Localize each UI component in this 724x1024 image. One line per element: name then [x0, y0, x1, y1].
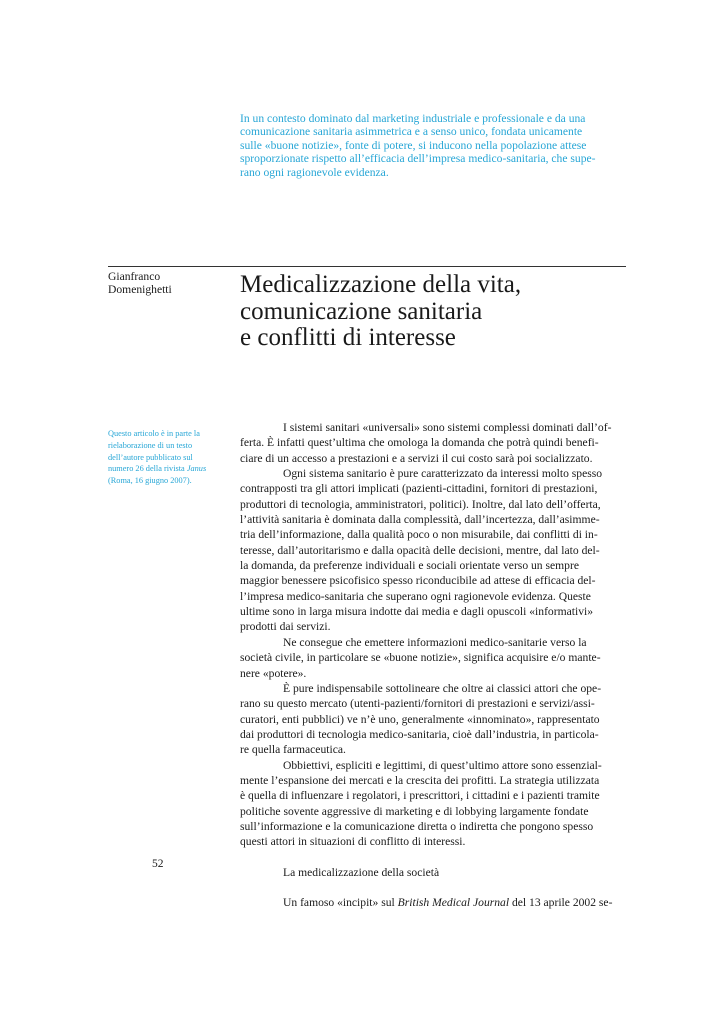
- author-last-name: Domenighetti: [108, 283, 172, 297]
- section-heading: La medicalizzazione della società: [283, 865, 440, 879]
- journal-title: British Medical Journal: [397, 895, 510, 909]
- abstract-line: In un contesto dominato dal marketing industriale e professionale e da una: [240, 112, 586, 125]
- body-line: curatori, enti pubblici) ve n’è uno, generalmente «innominato», rappresentato: [240, 712, 600, 726]
- body-line: ultime sono in larga misura indotte dai media e dagli opuscoli «informativi»: [240, 605, 594, 619]
- body-line: nere «potere».: [240, 666, 307, 680]
- abstract-line: comunicazione sanitaria asimmetrica e a senso unico, fondata unicamente: [240, 125, 583, 139]
- body-line: tria dell’informazione, dalla qualità poco o non misurabile, dai conflitti di in-: [240, 528, 598, 542]
- body-paragraph: [240, 635, 630, 681]
- note-line: (Roma, 16 giugno 2007).: [108, 476, 192, 486]
- author: [108, 270, 218, 297]
- note-line: Questo articolo è in parte la: [108, 429, 200, 438]
- body-paragraph: [240, 681, 630, 758]
- body-paragraph: [240, 420, 630, 466]
- body-line: l’attività sanitaria è dominata dalla complessità, dall’incertezza, dall’asimme-: [240, 513, 600, 527]
- body-line: la domanda, da preferenze individuali e sociali orientate verso un sempre: [240, 559, 579, 573]
- body-line: politiche sovente aggressive di marketing e di lobbying largamente fondate: [240, 804, 589, 818]
- body-line: Ogni sistema sanitario è pure caratterizzato da interessi molto spesso: [283, 467, 603, 481]
- body-line: ferta. È infatti quest’ultima che omologa la domanda che potrà quindi benefi-: [240, 436, 599, 450]
- body-line: teresse, dall’autoritarismo e dalla opacità delle decisioni, mentre, dal lato del-: [240, 543, 600, 557]
- abstract-line: sproporzionate rispetto all’efficacia dell’impresa medico-sanitaria, che supe-: [240, 152, 596, 166]
- title-line: Medicalizzazione della vita,: [240, 271, 522, 298]
- body-line: dai produttori di tecnologia medico-sanitaria, cioè dall’industria, in particola-: [240, 727, 599, 741]
- note-journal: Janus: [186, 464, 207, 474]
- body-line: prodotti dai servizi.: [240, 620, 331, 634]
- body-line: l’impresa medico-sanitaria che superano ogni ragionevole evidenza. Queste: [240, 589, 591, 603]
- side-note: [108, 428, 223, 487]
- title-line: e conflitti di interesse: [240, 324, 456, 351]
- body-line: È pure indispensabile sottolineare che oltre ai classici attori che ope-: [283, 681, 602, 695]
- author-first-name: Gianfranco: [108, 270, 161, 283]
- body-paragraph: [240, 466, 630, 635]
- title-line: comunicazione sanitaria: [240, 297, 483, 325]
- abstract: [240, 112, 632, 179]
- body-line: rano su questo mercato (utenti-pazienti/fornitori di prestazioni e servizi/assi-: [240, 697, 595, 711]
- body-line: è quella di influenzare i regolatori, i prescrittori, i cittadini e i pazienti tramite: [240, 789, 600, 803]
- abstract-line: rano ogni ragionevole evidenza.: [240, 165, 389, 179]
- note-line: numero 26 della rivista Janus: [108, 464, 207, 474]
- body-line: Ne consegue che emettere informazioni medico-sanitarie verso la: [283, 635, 587, 649]
- body-line: ciare di un accesso a prestazioni e a servizi il cui costo sarà poi socializzato.: [240, 451, 593, 465]
- note-line: dell’autore pubblicato sul: [108, 452, 193, 462]
- body-line: I sistemi sanitari «universali» sono sistemi complessi dominati dall’of-: [283, 421, 612, 434]
- body-line: questi attori in situazioni di conflitto di interessi.: [240, 835, 466, 849]
- article-body: [240, 420, 630, 910]
- article-title: [240, 272, 640, 352]
- body-paragraph: [240, 758, 630, 850]
- body-line: mente l’espansione dei mercati e la crescita dei profitti. La strategia utilizzata: [240, 773, 600, 787]
- body-line: contrapposti tra gli attori implicati (pazienti-cittadini, fornitori di prestazioni,: [240, 482, 598, 496]
- body-line: maggior benessere psicofisico spesso riconducibile ad attese di efficacia del-: [240, 574, 596, 588]
- note-line: rielaborazione di un testo: [108, 440, 193, 450]
- body-line: produttori di tecnologia, amministratori, politici). Inoltre, dal lato dell’offerta,: [240, 497, 601, 511]
- body-line: re quella farmaceutica.: [240, 743, 346, 757]
- header-rule: [108, 266, 626, 267]
- body-line: Un famoso «incipit» sul British Medical Journal del 13 aprile 2002 se-: [283, 895, 613, 909]
- body-line: Obbiettivi, espliciti e legittimi, di quest’ultimo attore sono essenzial-: [283, 758, 602, 772]
- body-line: società civile, in particolare se «buone notizie», significa acquisire e/o mante-: [240, 651, 601, 665]
- abstract-line: sulle «buone notizie», fonte di potere, si inducono nella popolazione attese: [240, 138, 587, 152]
- page-number: 52: [152, 858, 164, 870]
- body-line: sull’informazione e la comunicazione diretta o indiretta che pongono spesso: [240, 819, 594, 833]
